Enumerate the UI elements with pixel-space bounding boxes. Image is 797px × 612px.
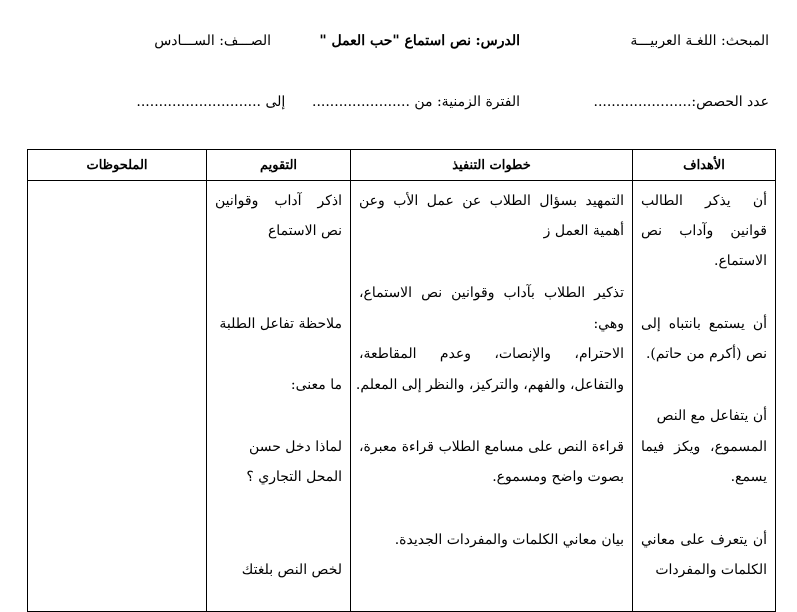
timeframe-to-label: إلى: [265, 94, 286, 110]
step-line: بصوت واضح ومسموع.: [492, 469, 624, 485]
step-line: تذكير الطلاب بآداب وقوانين نص الاستماع،: [359, 285, 624, 301]
table-header-row: [28, 150, 776, 181]
evaluation-line: ملاحظة تفاعل الطلبة: [219, 316, 342, 332]
objective-line: نص (أكرم من حاتم).: [645, 346, 767, 362]
objective-line: قوانين وآداب نص: [641, 223, 767, 239]
steps-header: خطوات التنفيذ: [351, 150, 633, 181]
subject-value: اللغـة العربيـــة: [630, 33, 717, 49]
evaluation-line: لخص النص بلغتك: [241, 562, 342, 578]
step-line: والتفاعل، والفهم، والتركيز، والنظر إلى المعلم.: [355, 377, 624, 393]
grade-field: [154, 34, 271, 48]
periods-label: عدد الحصص:: [691, 94, 769, 110]
subject-field: [630, 34, 769, 48]
step-line: الاحترام، والإنصات، وعدم المقاطعة،: [359, 346, 624, 362]
step-line: قراءة النص على مسامع الطلاب قراءة معبرة،: [359, 439, 624, 455]
table-body-row: [28, 181, 776, 612]
lesson-value: نص استماع "حب العمل ": [319, 33, 472, 49]
evaluation-line: ما معنى:: [290, 377, 342, 393]
grade-label: الصـــف:: [219, 33, 271, 49]
timeframe-to-dots: ............................: [136, 94, 262, 110]
notes-cell: [28, 181, 207, 612]
evaluation-header: التقويم: [207, 150, 351, 181]
objective-line: المسموع، ويكز فيما: [641, 439, 767, 455]
objective-line: الاستماع.: [714, 253, 767, 269]
step-line: وهي:: [593, 316, 624, 332]
lesson-plan-table: [27, 149, 776, 612]
objectives-cell: [633, 181, 776, 612]
evaluation-line: المحل التجاري ؟: [246, 469, 342, 485]
timeframe-from-dots: ......................: [312, 94, 410, 110]
grade-value: الســـادس: [154, 33, 215, 49]
lesson-label: الدرس:: [475, 33, 520, 49]
step-line: أهمية العمل ز: [543, 223, 624, 239]
objective-line: أن يتعرف على معاني: [641, 532, 767, 548]
evaluation-line: لماذا دخل حسن: [249, 439, 342, 455]
step-line: بيان معاني الكلمات والمفردات الجديدة.: [394, 532, 624, 548]
objective-line: أن يستمع بانتباه إلى: [641, 316, 767, 332]
timeframe-field: [136, 95, 520, 109]
evaluation-cell: [207, 181, 351, 612]
steps-cell: [351, 181, 633, 612]
lesson-field: [319, 34, 520, 48]
subject-label: المبحث:: [721, 33, 769, 49]
objectives-header: الأهداف: [633, 150, 776, 181]
evaluation-line: اذكر آداب وقوانين: [215, 193, 342, 209]
periods-field: [594, 95, 770, 109]
objective-line: الكلمات والمفردات: [655, 562, 767, 578]
objective-line: أن يتفاعل مع النص: [656, 408, 767, 424]
notes-header: الملحوظات: [28, 150, 207, 181]
objective-line: أن يذكر الطالب: [641, 193, 767, 209]
evaluation-line: نص الاستماع: [267, 223, 342, 239]
step-line: التمهيد بسؤال الطلاب عن عمل الأب وعن: [359, 193, 624, 209]
periods-dots: ......................: [593, 94, 692, 110]
timeframe-label: الفترة الزمنية: من: [414, 94, 520, 110]
objective-line: يسمع.: [730, 469, 767, 485]
